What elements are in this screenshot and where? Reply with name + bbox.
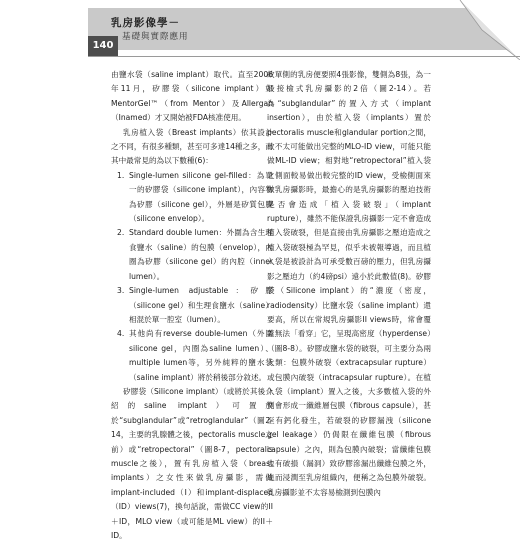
list-item: 3. Single-lumen adjustable：矽膠（silicone gel）和生理食鹽水（saline）相混於單一腔室（lumen）。 xyxy=(117,286,273,324)
book-subtitle: 基礎與實際應用 xyxy=(122,32,189,42)
implant-types-list xyxy=(111,169,273,385)
page-curl-decoration xyxy=(420,0,520,60)
implant-types-paragraph: 乳房植入袋（Breast implants）依其設計之不同，有很多種類，甚至可多達14種之多，而其中最常見的為以下數種(6)： xyxy=(111,127,273,166)
right-column xyxy=(267,68,431,500)
list-item: 4. 其他尚有reverse double-lumen（外圍silicone gel，內圈為saline lumen）、multiple lumen等，另外純粹的鹽水袋（saline implant）將於稍後部分敘述。 xyxy=(117,329,273,382)
list-item: 1. Single-lumen silicone gel-filled：為單一的矽膠袋（silicone implant），內容物為矽膠（silicone gel），外層是矽質包膜（silicone envelop）。 xyxy=(117,170,273,224)
header-rule xyxy=(88,56,520,57)
page-header xyxy=(0,0,520,62)
intro-paragraph: 由鹽水袋（saline implant）取代。直至2006年11月，矽膠袋（silicone implant）如MentorGel™（from Mentor）及Allergan（Inamed）才又開始被FDA核准使用。 xyxy=(111,70,273,123)
book-title: 乳房影像學－ xyxy=(111,17,180,29)
list-item: 2. Standard double lumen：外圍為含生理食鹽水（saline）的包膜（envelop），內圈為矽膠（silicone gel）的內腔（inner lumen）。 xyxy=(117,228,273,281)
rupture-paragraph: 故單側的乳房便要照4張影像，雙側為8張，為一般接檢式乳房攝影的2倍（圖2-14）。若為“subglandular”的置入方式（implant insertion），由於植入袋（implants）置於pectoralis muscle和glandular portion之間，故不太可能做出完整的MLO-ID view，可能只能做ML-ID view；相對地“retropectoral”植入袋之側面較易做出較完整的ID view，受檢側面來做乳房攝影時，最擔心的是乳房攝影的壓迫技術是否會造成「植入袋破裂」（implant rupture），雖然不能保證乳房攝影一定不會造成植入袋破裂，但是直接由乳房攝影之壓迫造成之植入袋破裂極為罕見，似乎未被報導過，而且植入袋是被設計為可承受數百磅的壓力，但乳房攝影之壓迫力（約4磅psi）遠小於此數值(8)。矽膠袋（Silicone implant）的“濃度（密度，radiodensity）比鹽水袋（saline implant）還要高，所以在常規乳房攝影II views時，常會覆蓋無法「看穿」它，呈現高密度（hyperdense）（圖8-8）。矽膠或鹽水袋的破裂，可主要分為兩大類：包膜外破裂（extracapsular rupture）或包膜內破裂（intracapsular rupture）。在植入袋（implant）置入之後，大多數植入袋的外側會形成一纖維層包膜（fibrous capsule），甚至有鈣化發生，若破裂的矽膠漏洩（silicone gel leakage）仍侷限在纖維包膜（fibrous capsule）之內，則為包膜內破裂；當纖維包膜也有破損（漏洞）致矽膠滲漏出纖維包膜之外，進而浸潤至乳房組織內，便稱之為包膜外破裂。乳房攝影並不太容易檢測到包膜內 xyxy=(267,70,431,497)
page-number: 140 xyxy=(92,40,114,51)
placement-paragraph: 矽膠袋（Silicone implant）（或將於其後介紹的saline implant）可置放於“subglandular”或“retroglandular”（圖2-14，主要的乳腺體之後，pectoralis muscle之前）或“retropectoral”（圖8-7，pectoralis muscle之後），置有乳房植入袋（breast implants）之女性來做乳房攝影，需做implant-included（I）和implant-displaced（ID）views(7)，換句話說，需做CC view的II＋ID，MLO view（或可能是ML view）的II＋ID。 xyxy=(111,386,273,540)
left-column xyxy=(111,68,273,543)
